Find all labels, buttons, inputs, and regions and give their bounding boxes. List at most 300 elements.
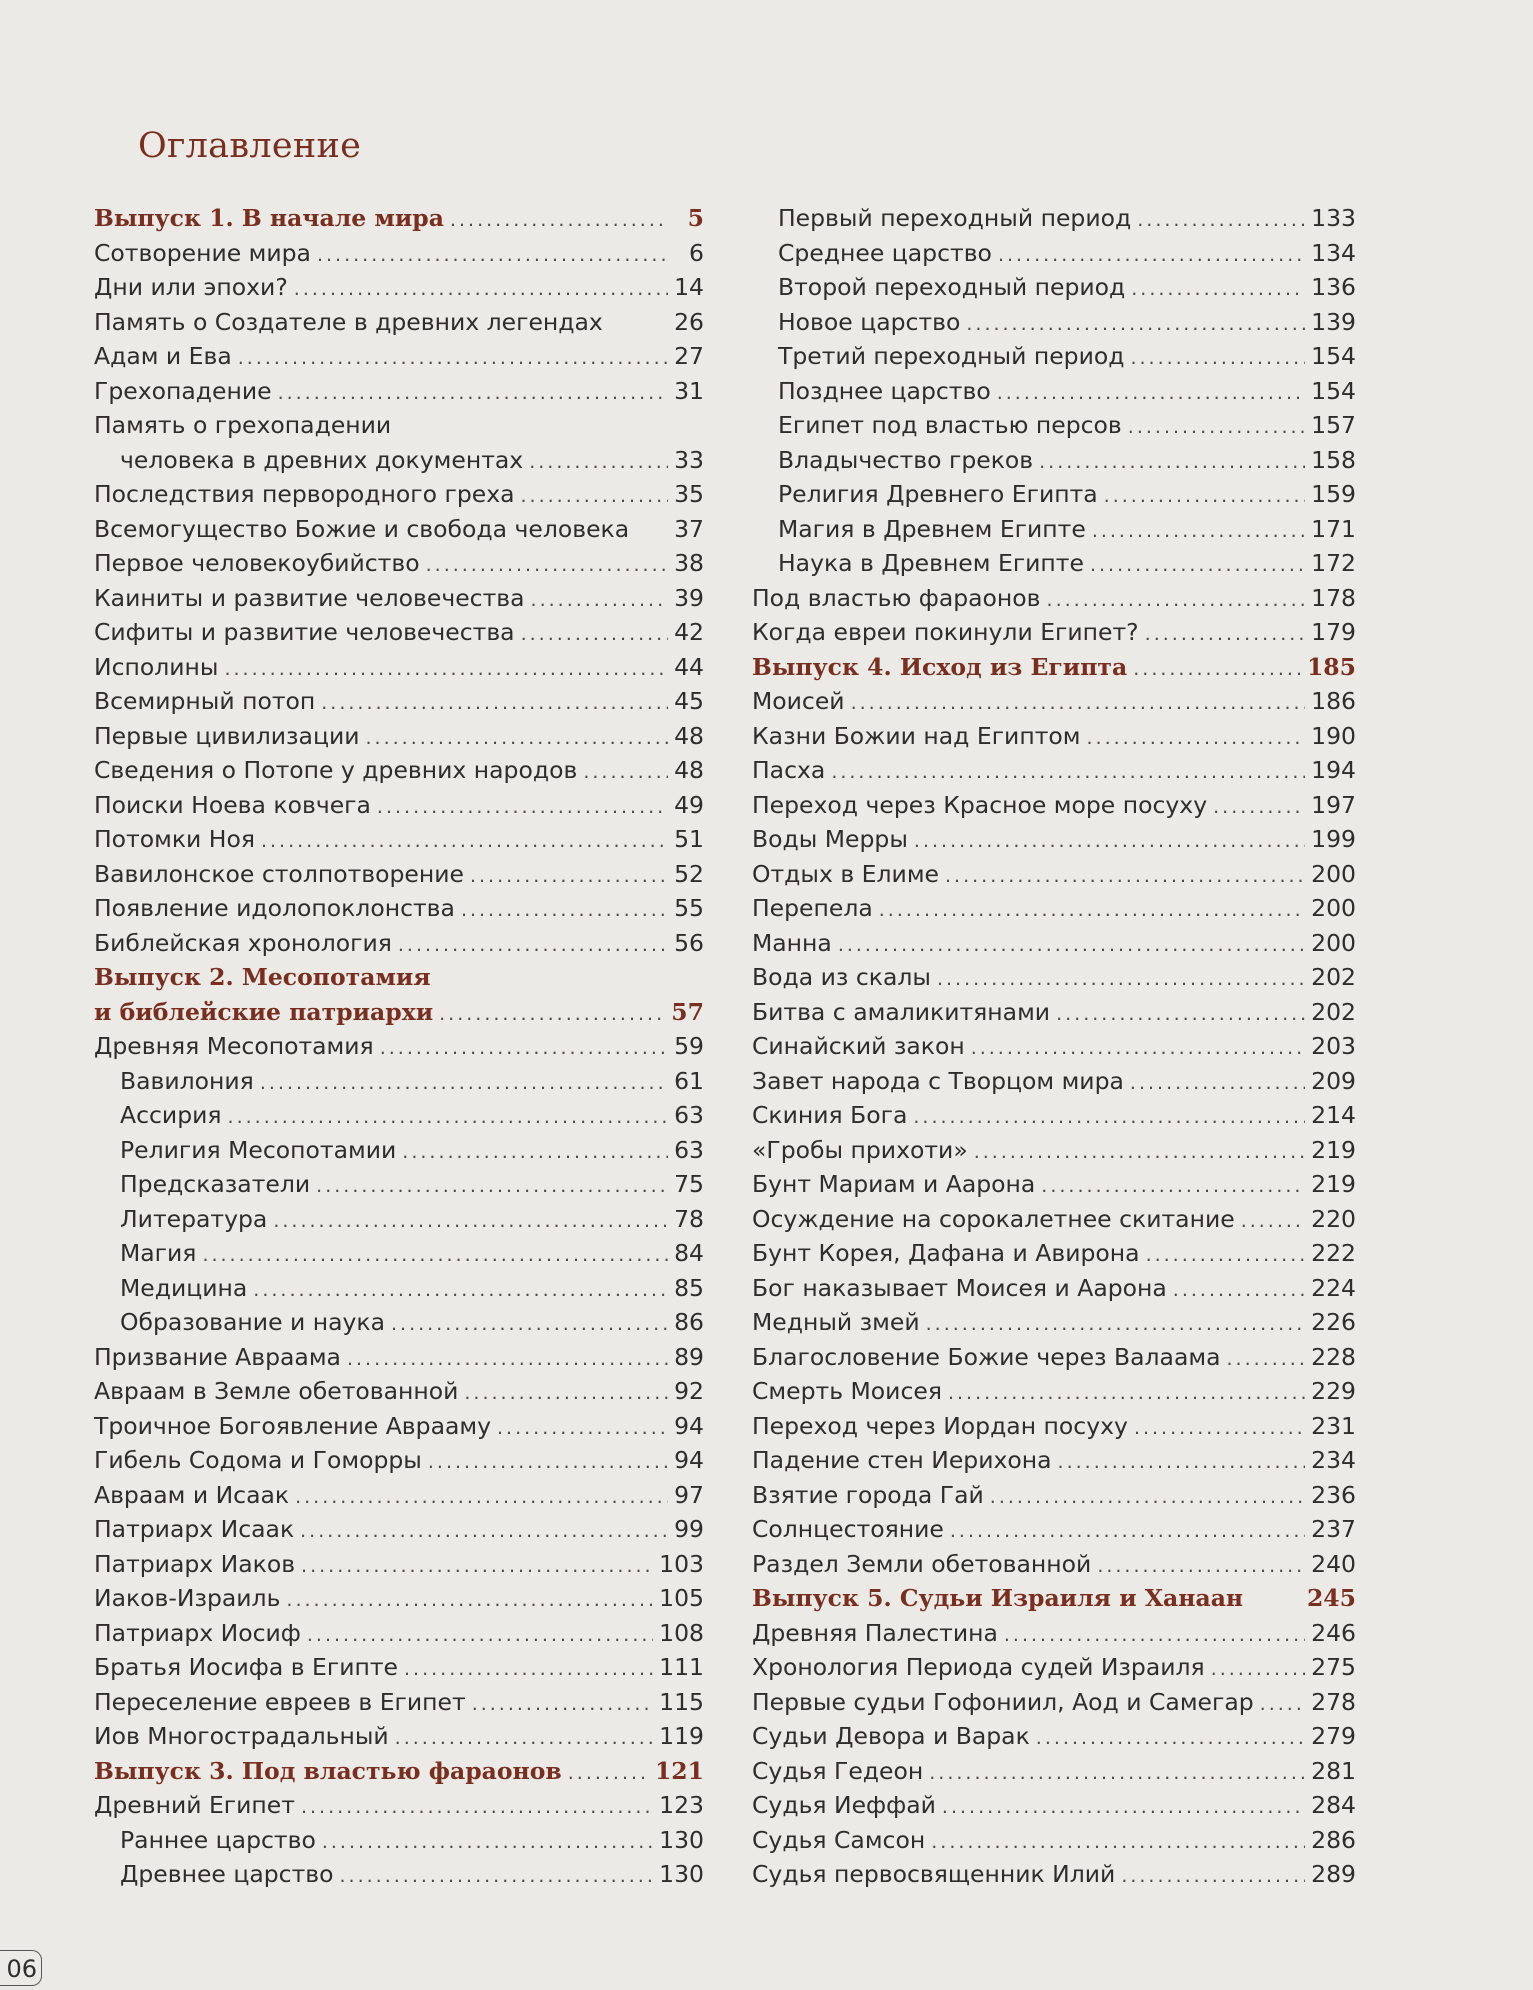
dot-leader <box>321 686 668 721</box>
dot-leader <box>366 721 669 756</box>
dot-leader <box>472 1687 653 1722</box>
dot-leader <box>395 1721 653 1756</box>
dot-leader <box>300 1514 668 1549</box>
toc-entry-title: Древняя Палестина <box>752 1618 998 1647</box>
toc-entry-title: Древнее царство <box>120 1860 334 1888</box>
dot-leader <box>347 1342 668 1377</box>
dot-leader <box>1145 617 1305 652</box>
dot-leader <box>1137 203 1305 238</box>
toc-entry-title: Солнцестояние <box>752 1515 944 1543</box>
dot-leader <box>914 824 1305 859</box>
toc-entry <box>752 1271 1356 1306</box>
dot-leader <box>461 893 668 928</box>
toc-entry <box>94 1719 704 1754</box>
toc-entry <box>94 1167 704 1202</box>
toc-entry-page: 48 <box>674 721 704 750</box>
toc-entry-page: 179 <box>1311 618 1356 646</box>
toc-entry-page: 222 <box>1311 1239 1356 1267</box>
toc-entry <box>752 1202 1356 1237</box>
toc-entry-title: Синайский закон <box>752 1032 965 1060</box>
toc-entry-page: 133 <box>1311 204 1356 232</box>
toc-entry-page: 78 <box>674 1204 704 1233</box>
toc-entry-title: Магия <box>120 1239 197 1267</box>
page-number: 06 <box>0 1950 42 1986</box>
dot-leader <box>529 445 668 480</box>
toc-entry-page: 154 <box>1311 376 1356 405</box>
toc-entry <box>94 443 704 478</box>
toc-entry-page: 55 <box>674 894 704 922</box>
dot-leader <box>990 1480 1305 1515</box>
toc-entry-title: Выпуск 4. Исход из Египта <box>752 652 1128 681</box>
toc-entry-page: 186 <box>1311 687 1356 715</box>
toc-entry-page: 200 <box>1311 859 1356 888</box>
dot-leader <box>931 1825 1305 1860</box>
dot-leader <box>1227 1342 1306 1377</box>
toc-entry-title: Патриарх Иосиф <box>94 1618 301 1647</box>
toc-entry-title: Воды Мерры <box>752 825 908 853</box>
toc-entry-page: 105 <box>659 1584 704 1612</box>
toc-entry <box>752 1167 1356 1202</box>
toc-entry <box>752 339 1356 374</box>
toc-entry-page: 245 <box>1306 1584 1356 1612</box>
toc-entry <box>752 408 1356 443</box>
dot-leader <box>322 1825 653 1860</box>
toc-entry-page: 219 <box>1311 1170 1356 1198</box>
dot-leader <box>879 893 1305 928</box>
dot-leader <box>428 1445 668 1480</box>
toc-entry <box>752 1685 1356 1720</box>
toc-entry-title: Позднее царство <box>778 376 991 405</box>
toc-entry-page: 284 <box>1311 1791 1356 1819</box>
toc-entry-title: Судья Иеффай <box>752 1791 936 1819</box>
toc-entry <box>752 305 1356 340</box>
toc-entry-page: 94 <box>674 1411 704 1440</box>
toc-entry <box>752 822 1356 857</box>
dot-leader <box>404 1652 653 1687</box>
dot-leader <box>568 1756 649 1791</box>
toc-entry <box>94 1857 704 1892</box>
toc-entry-title: Исполины <box>94 652 219 681</box>
toc-entry-page: 97 <box>674 1480 704 1509</box>
dot-leader <box>1092 514 1305 549</box>
toc-entry <box>752 857 1356 892</box>
toc-entry-title: Наука в Древнем Египте <box>778 549 1084 577</box>
toc-entry-title: Среднее царство <box>778 238 992 267</box>
toc-entry-page: 139 <box>1311 307 1356 336</box>
toc-entry <box>94 1374 704 1409</box>
toc-entry-title: Призвание Авраама <box>94 1342 341 1371</box>
toc-entry <box>94 581 704 616</box>
toc-entry-page: 85 <box>674 1273 704 1302</box>
toc-entry-page: 31 <box>674 376 704 405</box>
toc-entry-title: Судья первосвященник Илий <box>752 1860 1116 1888</box>
toc-entry-page: 89 <box>674 1342 704 1371</box>
toc-entry-title: Благословение Божие через Валаама <box>752 1342 1221 1371</box>
toc-entry-page: 289 <box>1311 1860 1356 1888</box>
toc-entry-title: Литература <box>120 1204 268 1233</box>
toc-entry-page: 237 <box>1311 1515 1356 1543</box>
dot-leader <box>1039 445 1305 480</box>
toc-entry <box>94 408 704 443</box>
toc-entry-page: 38 <box>674 549 704 577</box>
toc-entry-title: Первые судьи Гофониил, Аод и Самегар <box>752 1687 1254 1716</box>
toc-entry-page: 52 <box>674 859 704 888</box>
toc-entry-title: Всемирный потоп <box>94 687 316 715</box>
toc-entry-title: Религия Месопотамии <box>120 1135 397 1164</box>
toc-entry-page: 86 <box>674 1308 704 1336</box>
dot-leader <box>1211 1652 1305 1687</box>
toc-entry-page: 35 <box>674 480 704 508</box>
toc-entry-title: Адам и Ева <box>94 342 232 370</box>
toc-entry <box>752 1823 1356 1858</box>
toc-entry <box>94 1202 704 1237</box>
toc-entry <box>94 1581 704 1616</box>
dot-leader <box>851 686 1306 721</box>
toc-entry <box>752 753 1356 788</box>
toc-entry <box>752 788 1356 823</box>
dot-leader <box>202 1238 668 1273</box>
toc-entry-page: 136 <box>1311 273 1356 301</box>
dot-leader <box>838 928 1305 963</box>
toc-entry <box>94 374 704 409</box>
toc-entry-title: Троичное Богоявление Аврааму <box>94 1411 492 1440</box>
dot-leader <box>1131 272 1305 307</box>
toc-entry-title: Судья Гедеон <box>752 1756 924 1785</box>
toc-entry-page: 197 <box>1311 790 1356 819</box>
toc-entry <box>94 1478 704 1513</box>
toc-entry-title: Бог наказывает Моисея и Аарона <box>752 1273 1167 1302</box>
toc-entry <box>94 1685 704 1720</box>
toc-entry-page: 119 <box>659 1722 704 1750</box>
toc-entry-page: 27 <box>674 342 704 370</box>
toc-entry-title: Взятие города Гай <box>752 1480 984 1509</box>
toc-entry-title: Владычество греков <box>778 445 1034 474</box>
toc-entry <box>752 270 1356 305</box>
toc-entry-page: 199 <box>1311 825 1356 853</box>
toc-entry <box>752 512 1356 547</box>
dot-leader <box>253 1273 668 1308</box>
toc-entry <box>752 926 1356 961</box>
toc-entry <box>94 1340 704 1375</box>
toc-entry-page: 229 <box>1311 1377 1356 1405</box>
toc-entry <box>94 1823 704 1858</box>
toc-entry <box>94 270 704 305</box>
toc-entry <box>752 477 1356 512</box>
toc-entry-title: Бунт Корея, Дафана и Авирона <box>752 1239 1140 1267</box>
toc-entry <box>94 822 704 857</box>
toc-entry-page: 103 <box>659 1549 704 1578</box>
toc-entry-title: и библейские патриархи <box>94 997 434 1026</box>
toc-entry-title: Грехопадение <box>94 376 272 405</box>
toc-entry-page: 39 <box>674 583 704 612</box>
toc-entry-title: Сифиты и развитие человечества <box>94 618 515 646</box>
toc-entry-title: Раннее царство <box>120 1825 316 1854</box>
toc-entry-page: 236 <box>1311 1480 1356 1509</box>
toc-entry <box>752 1409 1356 1444</box>
dot-leader <box>1097 1549 1305 1584</box>
dot-leader <box>531 583 668 618</box>
toc-entry-page: 111 <box>659 1653 704 1681</box>
toc-entry-page: 108 <box>659 1618 704 1647</box>
toc-entry <box>94 512 704 547</box>
dot-leader <box>1133 652 1301 687</box>
toc-entry-page: 240 <box>1311 1549 1356 1578</box>
dot-leader <box>464 1376 668 1411</box>
toc-entry-title: Переселение евреев в Египет <box>94 1687 466 1716</box>
dot-leader <box>238 341 668 376</box>
dot-leader <box>439 997 665 1032</box>
toc-entry-title: Иаков-Израиль <box>94 1584 281 1612</box>
toc-entry-title: Дни или эпохи? <box>94 273 288 301</box>
toc-entry-page: 59 <box>674 1032 704 1060</box>
dot-leader <box>450 203 668 238</box>
toc-entry <box>94 788 704 823</box>
dot-leader <box>1056 997 1305 1032</box>
toc-entry-title: Отдых в Елиме <box>752 859 940 888</box>
toc-entry-title: Первые цивилизации <box>94 721 360 750</box>
toc-entry <box>94 650 704 685</box>
toc-entry <box>94 857 704 892</box>
toc-entry-title: Вавилонское столпотворение <box>94 859 464 888</box>
toc-entry <box>752 546 1356 581</box>
toc-entry <box>94 305 704 340</box>
toc-entry-title: человека в древних документах <box>120 445 524 474</box>
toc-entry-page: 61 <box>674 1066 704 1095</box>
toc-entry <box>752 1512 1356 1547</box>
dot-leader <box>1121 1859 1305 1894</box>
toc-left-column <box>94 201 704 1892</box>
toc-entry-page: 75 <box>674 1170 704 1198</box>
toc-entry-title: Каиниты и развитие человечества <box>94 583 525 612</box>
toc-entry-page: 115 <box>659 1687 704 1716</box>
toc-entry-title: Вавилония <box>120 1066 254 1095</box>
toc-entry-title: Библейская хронология <box>94 928 392 957</box>
toc-entry-page: 226 <box>1311 1308 1356 1336</box>
toc-entry-title: Египет под властью персов <box>778 411 1122 439</box>
toc-entry-title: Медицина <box>120 1273 248 1302</box>
toc-entry-title: Хронология Периода судей Израиля <box>752 1653 1205 1681</box>
toc-entry <box>752 1857 1356 1892</box>
dot-leader <box>391 1307 668 1342</box>
toc-entry-page: 219 <box>1311 1135 1356 1164</box>
toc-entry-page: 190 <box>1311 721 1356 750</box>
toc-entry-title: «Гробы прихоти» <box>752 1135 968 1164</box>
dot-leader <box>1241 1204 1305 1239</box>
toc-entry-title: Второй переходный период <box>778 273 1126 301</box>
dot-leader <box>286 1583 653 1618</box>
toc-entry <box>752 1478 1356 1513</box>
toc-entry-page: 172 <box>1311 549 1356 577</box>
toc-entry-title: Потомки Ноя <box>94 825 255 853</box>
toc-entry-page: 130 <box>659 1825 704 1854</box>
dot-leader <box>426 548 668 583</box>
toc-entry-page: 286 <box>1311 1825 1356 1854</box>
toc-entry <box>94 477 704 512</box>
toc-entry-page: 157 <box>1311 411 1356 439</box>
toc-entry-title: Образование и наука <box>120 1308 386 1336</box>
toc-entry-title: Судья Самсон <box>752 1825 926 1854</box>
toc-entry-title: Сотворение мира <box>94 238 311 267</box>
dot-leader <box>317 238 668 273</box>
toc-entry <box>94 719 704 754</box>
toc-entry-title: Предсказатели <box>120 1170 311 1198</box>
toc-section-heading <box>752 1581 1356 1616</box>
dot-leader <box>398 928 668 963</box>
dot-leader <box>470 859 668 894</box>
dot-leader <box>998 238 1305 273</box>
dot-leader <box>926 1307 1306 1342</box>
toc-entry-page: 5 <box>687 204 704 232</box>
dot-leader <box>937 962 1305 997</box>
toc-entry-page: 279 <box>1311 1722 1356 1750</box>
toc-entry-title: Авраам и Исаак <box>94 1480 290 1509</box>
toc-entry-page: 171 <box>1311 514 1356 543</box>
toc-entry-page: 130 <box>659 1860 704 1888</box>
toc-entry <box>752 201 1356 236</box>
dot-leader <box>583 755 668 790</box>
toc-entry-page: 57 <box>671 997 704 1026</box>
dot-leader <box>273 1204 668 1239</box>
toc-entry <box>94 1305 704 1340</box>
toc-entry <box>94 1547 704 1582</box>
toc-right-column <box>752 201 1356 1892</box>
toc-entry <box>752 1547 1356 1582</box>
toc-entry <box>752 1788 1356 1823</box>
toc-entry-page: 121 <box>654 1756 704 1785</box>
toc-entry-title: Гибель Содома и Гоморры <box>94 1446 422 1474</box>
toc-entry <box>94 615 704 650</box>
toc-entry <box>94 1271 704 1306</box>
toc-entry-title: Патриарх Исаак <box>94 1515 295 1543</box>
toc-entry-title: Осуждение на сорокалетнее скитание <box>752 1204 1235 1233</box>
toc-entry-page: 234 <box>1311 1446 1356 1474</box>
toc-entry-page: 202 <box>1311 963 1356 991</box>
toc-entry-title: Битва с амаликитянами <box>752 997 1051 1026</box>
dot-leader <box>228 1100 668 1135</box>
toc-entry-title: Авраам в Земле обетованной <box>94 1377 459 1405</box>
toc-entry-title: Завет народа с Творцом мира <box>752 1066 1124 1095</box>
toc-entry <box>752 1133 1356 1168</box>
toc-entry-page: 194 <box>1311 756 1356 784</box>
dot-leader <box>913 1100 1305 1135</box>
toc-section-heading <box>94 960 704 995</box>
toc-entry-title: Последствия первородного греха <box>94 480 515 508</box>
toc-entry <box>752 374 1356 409</box>
toc-entry-title: Религия Древнего Египта <box>778 480 1098 508</box>
toc-entry-page: 99 <box>674 1515 704 1543</box>
dot-leader <box>974 1135 1305 1170</box>
toc-section-heading <box>94 201 704 236</box>
toc-entry <box>94 684 704 719</box>
toc-entry-page: 92 <box>674 1377 704 1405</box>
toc-entry-page: 228 <box>1311 1342 1356 1371</box>
toc-entry <box>752 1650 1356 1685</box>
dot-leader <box>1086 721 1305 756</box>
toc-entry <box>752 615 1356 650</box>
toc-entry-title: Когда евреи покинули Египет? <box>752 618 1139 646</box>
toc-entry-page: 44 <box>674 652 704 681</box>
toc-entry <box>94 546 704 581</box>
toc-entry <box>94 1788 704 1823</box>
toc-entry <box>94 1616 704 1651</box>
toc-entry-page: 6 <box>689 238 704 267</box>
dot-leader <box>295 1480 668 1515</box>
dot-leader <box>1128 410 1305 445</box>
toc-entry-title: Пасха <box>752 756 826 784</box>
dot-leader <box>521 479 668 514</box>
toc-entry-page: 14 <box>674 273 704 301</box>
toc-entry-title: Появление идолопоклонства <box>94 894 455 922</box>
toc-entry-title: Магия в Древнем Египте <box>778 514 1086 543</box>
toc-entry-page: 158 <box>1311 445 1356 474</box>
toc-entry-title: Смерть Моисея <box>752 1377 942 1405</box>
toc-entry-title: Переход через Красное море посуху <box>752 790 1208 819</box>
toc-entry-title: Древняя Месопотамия <box>94 1032 374 1060</box>
toc-entry <box>94 926 704 961</box>
toc-entry-title: Переход через Иордан посуху <box>752 1411 1128 1440</box>
toc-entry-title: Перепела <box>752 894 873 922</box>
toc-entry-title: Моисей <box>752 687 845 715</box>
toc-entry <box>94 339 704 374</box>
toc-section-heading <box>752 650 1356 685</box>
toc-entry-title: Древний Египет <box>94 1791 295 1819</box>
toc-entry <box>752 1340 1356 1375</box>
dot-leader <box>278 376 668 411</box>
dot-leader <box>1041 1169 1305 1204</box>
toc-entry-page: 220 <box>1311 1204 1356 1233</box>
dot-leader <box>997 376 1305 411</box>
toc-entry-page: 49 <box>674 790 704 819</box>
dot-leader <box>1090 548 1305 583</box>
toc-entry-page: 154 <box>1311 342 1356 370</box>
toc-entry-page: 281 <box>1311 1756 1356 1785</box>
page-title: Оглавление <box>138 126 362 166</box>
toc-entry-title: Под властью фараонов <box>752 583 1041 612</box>
toc-entry-page: 26 <box>674 307 704 336</box>
toc-entry-page: 200 <box>1311 928 1356 957</box>
dot-leader <box>316 1169 668 1204</box>
toc-entry-page: 214 <box>1311 1101 1356 1129</box>
dot-leader <box>1047 583 1306 618</box>
dot-leader <box>831 755 1305 790</box>
toc-entry-page: 33 <box>674 445 704 474</box>
dot-leader <box>1130 1066 1305 1101</box>
toc-entry-title: Память о грехопадении <box>94 411 392 439</box>
toc-entry-title: Первое человекоубийство <box>94 549 420 577</box>
toc-entry <box>94 1029 704 1064</box>
toc-entry-title: Сведения о Потопе у древних народов <box>94 756 578 784</box>
dot-leader <box>261 824 668 859</box>
dot-leader <box>1146 1238 1306 1273</box>
toc-entry <box>752 1719 1356 1754</box>
toc-entry-page: 202 <box>1311 997 1356 1026</box>
dot-leader <box>929 1756 1305 1791</box>
toc-entry <box>752 719 1356 754</box>
dot-leader <box>1260 1687 1305 1722</box>
toc-entry-page: 278 <box>1311 1687 1356 1716</box>
toc-entry-page: 224 <box>1311 1273 1356 1302</box>
toc-entry-title: Бунт Мариам и Аарона <box>752 1170 1036 1198</box>
dot-leader <box>966 307 1305 342</box>
toc-entry-page: 94 <box>674 1446 704 1474</box>
toc-entry <box>94 1098 704 1133</box>
toc-entry <box>752 995 1356 1030</box>
dot-leader <box>971 1031 1305 1066</box>
toc-entry-page: 37 <box>674 514 704 543</box>
toc-entry-page: 123 <box>659 1791 704 1819</box>
dot-leader <box>1213 790 1305 825</box>
toc-entry <box>752 1754 1356 1789</box>
